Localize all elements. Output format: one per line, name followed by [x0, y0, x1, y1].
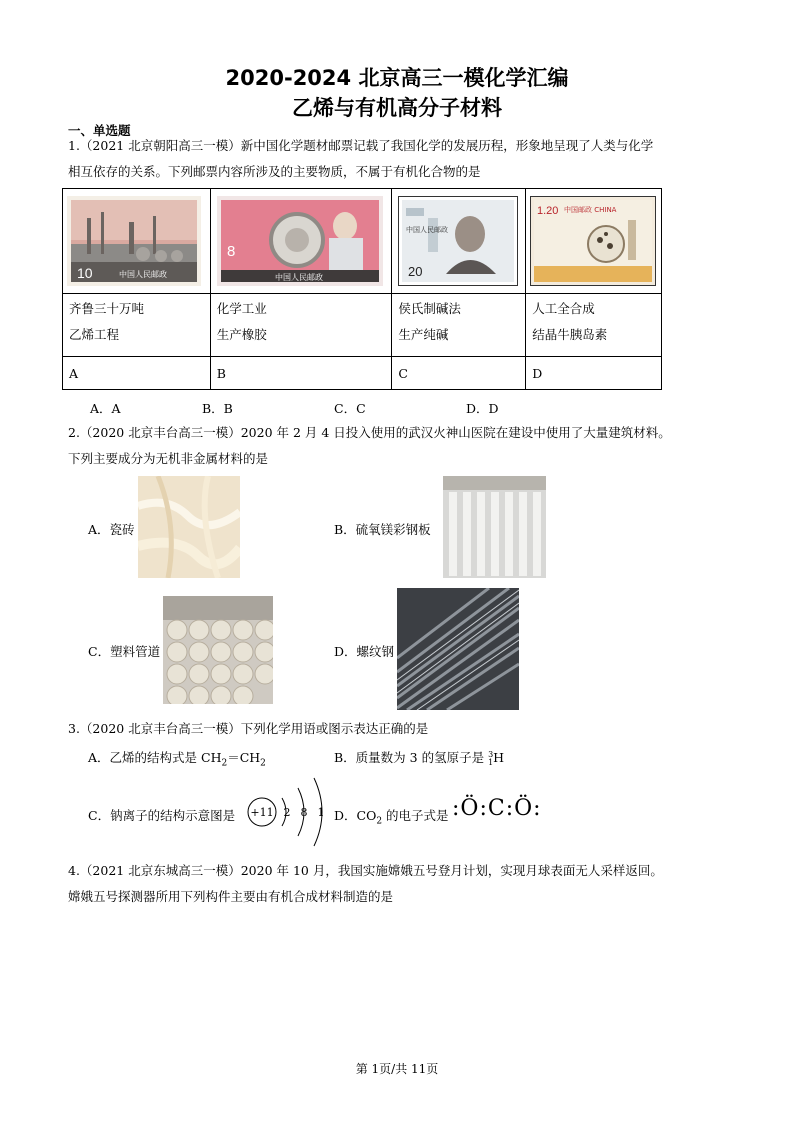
section-heading: 一、单选题	[68, 123, 131, 138]
stamp-rubber	[217, 196, 383, 286]
rebar-photo	[397, 588, 519, 710]
q2-option-a: A．瓷砖	[88, 522, 135, 537]
stamp-caption-a: 齐鲁三十万吨 乙烯工程	[63, 294, 211, 357]
q4-stem-line1: 4.（2021 北京东城高三一模）2020 年 10 月，我国实施嫦娥五号登月计划，实现月球表面无人采样返回。	[68, 863, 663, 878]
stamp-caption-b: 化学工业 生产橡胶	[210, 294, 392, 357]
page-footer: 第 1页/共 11页	[355, 1062, 439, 1076]
q2-stem-line1: 2.（2020 北京丰台高三一模）2020 年 2 月 4 日投入使用的武汉火神山医院在建设中使用了大量建筑材料。	[68, 425, 671, 440]
stamp-ethylene-plant	[67, 196, 201, 286]
q3-option-d: D．$CO_2$ 的电子式是	[334, 808, 449, 827]
document-subtitle: 乙烯与有机高分子材料	[292, 96, 502, 120]
tile-photo	[138, 476, 240, 578]
stamp-d-value: 1.20	[537, 205, 559, 217]
stamp-letter-c: C	[392, 357, 526, 390]
q1-option-d: D．D	[466, 401, 499, 416]
stamp-insulin	[530, 196, 656, 286]
stamp-b-value: 8	[227, 243, 236, 260]
sodium-ion-diagram	[244, 774, 330, 850]
q3-option-c: C．钠离子的结构示意图是	[88, 808, 236, 823]
q2-option-d: D．螺纹钢	[334, 644, 395, 659]
q3-stem: 3.（2020 北京丰台高三一模）下列化学用语或图示表达正确的是	[68, 721, 429, 736]
q1-option-b: B．B	[202, 401, 233, 416]
stamp-d-brand: 中国邮政 CHINA	[564, 206, 617, 214]
q1-option-c: C．C	[334, 401, 366, 416]
stamp-letter-d: D	[526, 357, 662, 390]
document-title: 2020-2024 北京高三一模化学汇编	[225, 66, 569, 90]
q1-option-a: A．A	[90, 401, 121, 416]
co2-electron-formula: :Ö:C:Ö:	[452, 796, 542, 821]
nucleus-charge: +11	[250, 806, 274, 819]
q2-option-c: C．塑料管道	[88, 644, 161, 659]
stamp-a-value: 10	[77, 265, 93, 281]
stamp-c-value: 20	[408, 264, 423, 279]
shell-2-count: 8	[300, 806, 308, 819]
q2-stem-line2: 下列主要成分为无机非金属材料的是	[68, 451, 269, 466]
shell-1-count: 2	[283, 806, 291, 819]
stamp-caption-c: 侯氏制碱法 生产纯碱	[392, 294, 526, 357]
stamp-letter-a: A	[63, 357, 211, 390]
q4-stem-line2: 嫦娥五号探测器所用下列构件主要由有机合成材料制造的是	[68, 889, 394, 904]
q2-option-b: B．硫氧镁彩钢板	[334, 522, 431, 537]
stamp-hou-debang	[398, 196, 518, 286]
steel-panel-photo	[443, 476, 546, 578]
q1-stem-line2: 相互依存的关系。下列邮票内容所涉及的主要物质，不属于有机化合物的是	[68, 164, 481, 179]
q3-option-a: A．乙烯的结构式是 $CH_2=CH_2$	[88, 750, 266, 769]
pipe-photo	[163, 596, 273, 704]
stamp-c-country: 中国人民邮政	[406, 226, 448, 234]
q3-option-b: B．质量数为 3 的氢原子是 3 1 H	[334, 749, 505, 767]
shell-3-count: 1	[317, 806, 325, 819]
stamp-caption-d: 人工全合成 结晶牛胰岛素	[526, 294, 662, 357]
stamp-letter-b: B	[210, 357, 392, 390]
q1-stem-line1: 1.（2021 北京朝阳高三一模）新中国化学题材邮票记载了我国化学的发展历程，形象地呈现了人类与化学	[68, 138, 654, 153]
stamp-a-country: 中国人民邮政	[119, 270, 167, 279]
stamp-b-country: 中国人民邮政	[275, 273, 323, 282]
